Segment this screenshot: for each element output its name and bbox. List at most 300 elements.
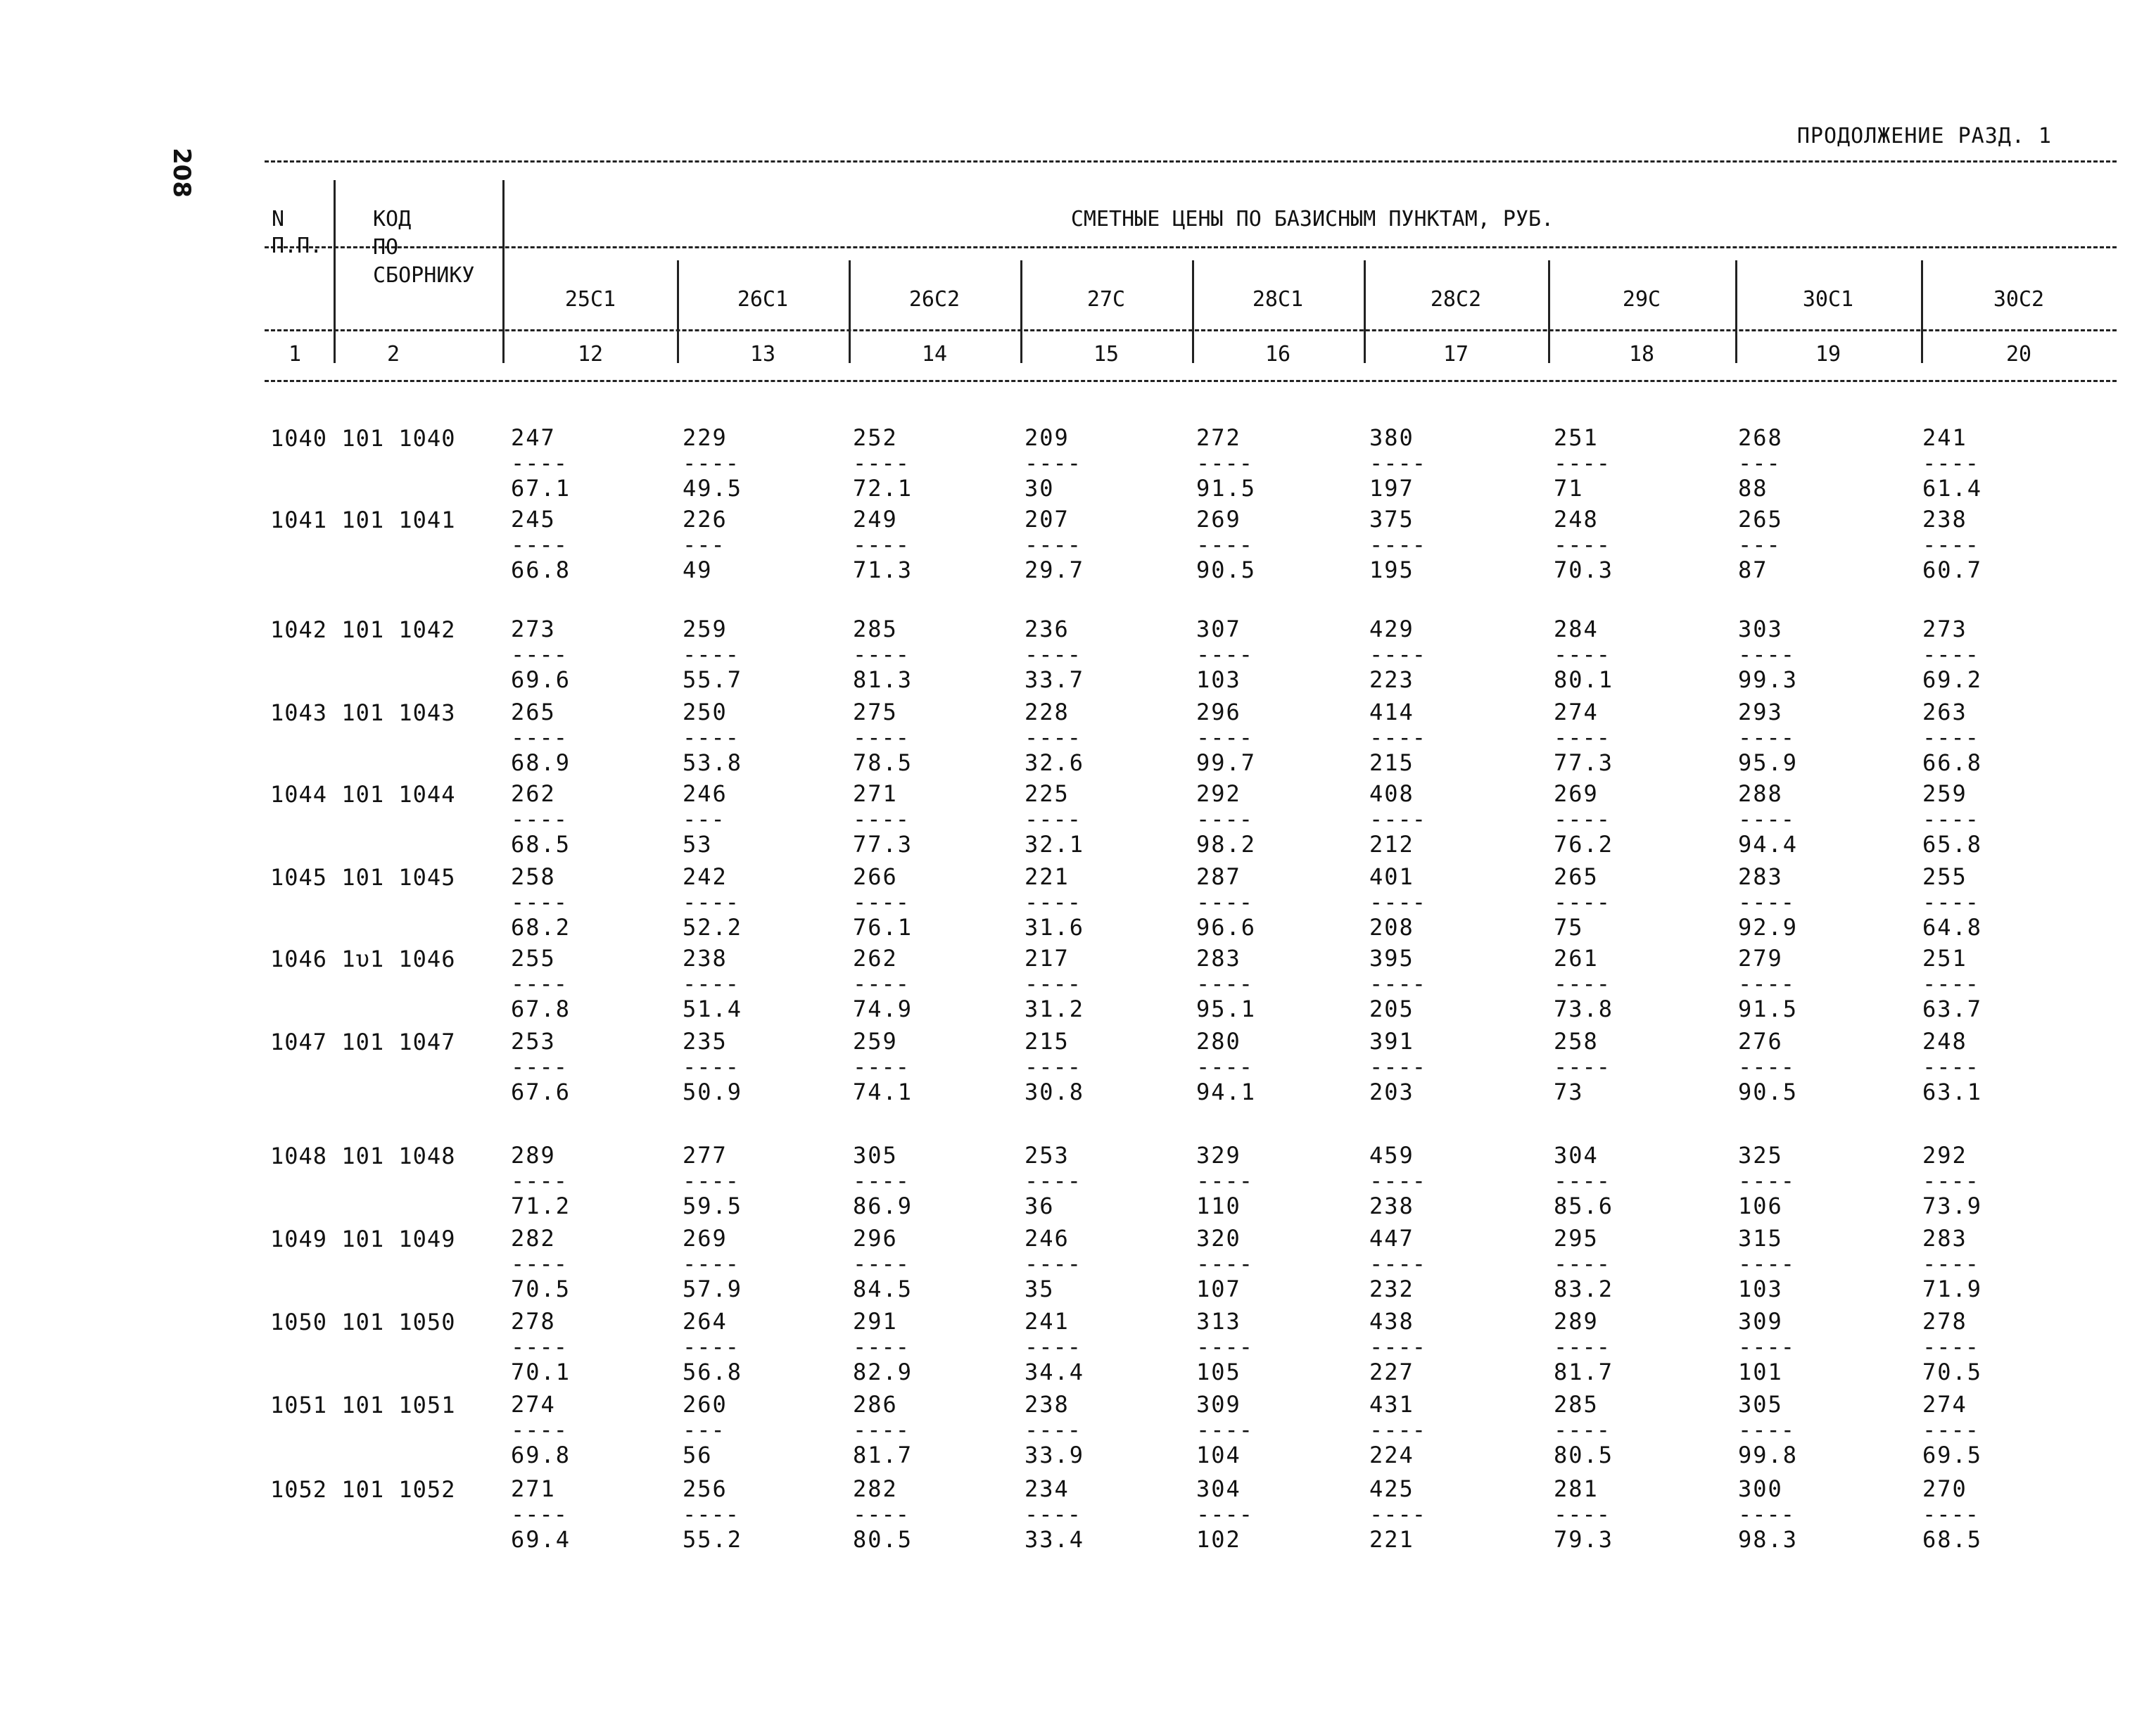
cell-value: 269 (683, 1225, 728, 1252)
cell-value: 315 (1738, 1225, 1783, 1252)
cell-value: 72.1 (853, 475, 913, 502)
fraction-bar: ---- (853, 1053, 911, 1080)
cell-value: 248 (1554, 506, 1599, 533)
table-cell (1554, 699, 1613, 775)
fraction-bar: ---- (1369, 724, 1427, 751)
fraction-bar: ---- (853, 1333, 911, 1360)
header-colnum-20: 20 (2005, 342, 2032, 367)
cell-value: 68.5 (1922, 1526, 1983, 1553)
cell-value: 69.4 (511, 1526, 571, 1553)
cell-value: 90.5 (1738, 1079, 1799, 1105)
fraction-bar: ---- (1738, 970, 1796, 997)
fraction-bar: ---- (1922, 450, 1980, 476)
table-cell (511, 699, 571, 775)
fraction-bar: ---- (1554, 970, 1611, 997)
row-label-1050: 1050 101 1050 (270, 1309, 456, 1335)
cell-value: 65.8 (1922, 831, 1983, 858)
header-divider-n (334, 180, 336, 363)
fraction-bar: ---- (1554, 450, 1611, 476)
table-cell (1369, 1029, 1426, 1105)
fraction-bar: ---- (1196, 531, 1254, 558)
cell-value: 92.9 (1738, 914, 1799, 941)
fraction-bar: ---- (853, 1250, 911, 1277)
cell-value: 35 (1025, 1276, 1055, 1302)
table-cell (1196, 699, 1256, 775)
cell-value: 238 (1922, 506, 1967, 533)
row-label-1040: 1040 101 1040 (270, 425, 456, 452)
table-cell (511, 1476, 571, 1552)
fraction-bar: ---- (683, 450, 740, 476)
cell-value: 68.5 (511, 831, 571, 858)
row-label-1044: 1044 101 1044 (270, 781, 456, 808)
table-cell (1369, 781, 1426, 857)
cell-value: 270 (1922, 1475, 1967, 1502)
header-colnum-15: 15 (1093, 342, 1120, 367)
table-cell (683, 699, 742, 775)
fraction-bar: ---- (1738, 1053, 1796, 1080)
row-label-1047: 1047 101 1047 (270, 1029, 456, 1055)
cell-value: 226 (683, 506, 728, 533)
cell-value: 408 (1369, 780, 1414, 807)
table-cell (1738, 1392, 1798, 1468)
fraction-bar: ---- (1554, 1053, 1611, 1080)
cell-value: 56 (683, 1442, 713, 1468)
fraction-bar: ---- (853, 1416, 911, 1443)
row-label-1046: 1046 1υ1 1046 (270, 946, 456, 972)
cell-value: 224 (1369, 1442, 1414, 1468)
cell-value: 313 (1196, 1308, 1241, 1335)
fraction-bar: ---- (1196, 806, 1254, 832)
cell-value: 286 (853, 1391, 898, 1418)
cell-value: 99.8 (1738, 1442, 1799, 1468)
table-cell (1025, 864, 1084, 940)
cell-value: 309 (1738, 1308, 1783, 1335)
fraction-bar: --- (1738, 531, 1781, 558)
cell-value: 295 (1554, 1225, 1599, 1252)
fraction-bar: ---- (511, 1250, 569, 1277)
cell-value: 208 (1369, 914, 1414, 941)
table-cell (1025, 1226, 1082, 1302)
cell-value: 68.2 (511, 914, 571, 941)
cell-value: 253 (511, 1028, 556, 1055)
cell-value: 30 (1025, 475, 1055, 502)
cell-value: 391 (1369, 1028, 1414, 1055)
cell-value: 255 (511, 945, 556, 972)
fraction-bar: ---- (1369, 1501, 1427, 1527)
fraction-bar: ---- (1554, 531, 1611, 558)
header-colnum-2: 2 (387, 342, 400, 367)
table-cell (1554, 1309, 1613, 1385)
header-col-27С: 27С (1086, 287, 1126, 312)
table-cell (511, 781, 571, 857)
fraction-bar: ---- (1369, 889, 1427, 915)
header-col-26С2: 26С2 (908, 287, 960, 312)
cell-value: 258 (1554, 1028, 1599, 1055)
cell-value: 71 (1554, 475, 1584, 502)
cell-value: 277 (683, 1142, 728, 1169)
cell-value: 238 (683, 945, 728, 972)
fraction-bar: ---- (1196, 1501, 1254, 1527)
table-cell (1922, 425, 1982, 501)
table-cell (853, 507, 913, 583)
fraction-bar: ---- (1738, 1501, 1796, 1527)
table-cell (853, 864, 913, 940)
fraction-bar: --- (683, 806, 725, 832)
table-cell (1196, 425, 1256, 501)
cell-value: 67.8 (511, 996, 571, 1022)
cell-value: 33.9 (1025, 1442, 1085, 1468)
cell-value: 30.8 (1025, 1079, 1085, 1105)
table-cell (853, 699, 913, 775)
header-colnum-13: 13 (749, 342, 776, 367)
fraction-bar: ---- (1554, 1501, 1611, 1527)
cell-value: 309 (1196, 1391, 1241, 1418)
cell-value: 73.8 (1554, 996, 1614, 1022)
cell-value: 56.8 (683, 1359, 743, 1385)
fraction-bar: ---- (1922, 889, 1980, 915)
cell-value: 77.3 (853, 831, 913, 858)
cell-value: 288 (1738, 780, 1783, 807)
table-cell (511, 1143, 571, 1219)
fraction-bar: ---- (1922, 970, 1980, 997)
table-cell (1196, 781, 1256, 857)
cell-value: 329 (1196, 1142, 1241, 1169)
cell-value: 69.8 (511, 1442, 571, 1468)
cell-value: 215 (1369, 749, 1414, 776)
cell-value: 107 (1196, 1276, 1241, 1302)
cell-value: 268 (1738, 424, 1783, 451)
table-cell (683, 1143, 742, 1219)
table-cell (1369, 1226, 1426, 1302)
cell-value: 285 (853, 616, 898, 642)
cell-value: 238 (1025, 1391, 1070, 1418)
cell-value: 91.5 (1738, 996, 1799, 1022)
fraction-bar: ---- (1025, 806, 1082, 832)
cell-value: 70.1 (511, 1359, 571, 1385)
cell-value: 104 (1196, 1442, 1241, 1468)
fraction-bar: ---- (1738, 724, 1796, 751)
table-cell (1554, 616, 1613, 692)
cell-value: 262 (853, 945, 898, 972)
cell-value: 99.7 (1196, 749, 1257, 776)
table-cell (853, 1226, 913, 1302)
cell-value: 195 (1369, 557, 1414, 583)
cell-value: 215 (1025, 1028, 1070, 1055)
fraction-bar: ---- (1554, 889, 1611, 915)
table-cell (1922, 1392, 1982, 1468)
fraction-bar: ---- (683, 889, 740, 915)
cell-value: 76.1 (853, 914, 913, 941)
fraction-bar: ---- (1738, 641, 1796, 668)
cell-value: 300 (1738, 1475, 1783, 1502)
fraction-bar: ---- (683, 970, 740, 997)
table-cell (683, 425, 742, 501)
cell-value: 33.4 (1025, 1526, 1085, 1553)
table-cell (683, 507, 728, 583)
fraction-bar: --- (683, 1416, 725, 1443)
fraction-bar: ---- (1025, 1501, 1082, 1527)
fraction-bar: ---- (1025, 450, 1082, 476)
table-cell (1922, 1029, 1982, 1105)
cell-value: 238 (1369, 1193, 1414, 1219)
fraction-bar: --- (683, 531, 725, 558)
cell-value: 278 (1922, 1308, 1967, 1335)
cell-value: 232 (1369, 1276, 1414, 1302)
table-cell (1196, 864, 1256, 940)
table-cell (1922, 1309, 1982, 1385)
cell-value: 227 (1369, 1359, 1414, 1385)
cell-value: 101 (1738, 1359, 1783, 1385)
fraction-bar: ---- (1025, 531, 1082, 558)
fraction-bar: ---- (683, 1250, 740, 1277)
fraction-bar: ---- (853, 450, 911, 476)
cell-value: 73 (1554, 1079, 1584, 1105)
cell-value: 66.8 (511, 557, 571, 583)
table-cell (1738, 946, 1798, 1022)
table-rule-3 (265, 329, 2117, 331)
table-cell (1369, 1309, 1426, 1385)
fraction-bar: ---- (1554, 641, 1611, 668)
cell-value: 252 (853, 424, 898, 451)
cell-value: 269 (1196, 506, 1241, 533)
table-cell (1738, 1029, 1798, 1105)
table-rule-4 (265, 380, 2117, 382)
cell-value: 66.8 (1922, 749, 1983, 776)
header-colnum-12: 12 (577, 342, 604, 367)
table-cell (1196, 1309, 1253, 1385)
fraction-bar: ---- (511, 1053, 569, 1080)
cell-value: 401 (1369, 863, 1414, 890)
table-cell (1196, 946, 1256, 1022)
fraction-bar: ---- (853, 641, 911, 668)
cell-value: 447 (1369, 1225, 1414, 1252)
fraction-bar: ---- (1025, 1053, 1082, 1080)
table-cell (853, 1143, 913, 1219)
header-col-25С1: 25С1 (564, 287, 616, 312)
cell-value: 71.3 (853, 557, 913, 583)
cell-value: 75 (1554, 914, 1584, 941)
table-cell (1369, 1143, 1426, 1219)
cell-value: 234 (1025, 1475, 1070, 1502)
cell-value: 242 (683, 863, 728, 890)
cell-value: 110 (1196, 1193, 1241, 1219)
cell-value: 285 (1554, 1391, 1599, 1418)
cell-value: 71.9 (1922, 1276, 1983, 1302)
cell-value: 235 (683, 1028, 728, 1055)
fraction-bar: ---- (853, 1167, 911, 1194)
table-cell (511, 507, 571, 583)
fraction-bar: ---- (853, 889, 911, 915)
cell-value: 431 (1369, 1391, 1414, 1418)
cell-value: 69.6 (511, 666, 571, 693)
row-label-1043: 1043 101 1043 (270, 699, 456, 726)
cell-value: 69.2 (1922, 666, 1983, 693)
fraction-bar: ---- (683, 641, 740, 668)
cell-value: 260 (683, 1391, 728, 1418)
fraction-bar: ---- (1922, 724, 1980, 751)
cell-value: 105 (1196, 1359, 1241, 1385)
header-divider-code (502, 180, 505, 363)
cell-value: 29.7 (1025, 557, 1085, 583)
fraction-bar: ---- (1369, 806, 1427, 832)
table-cell (1738, 1143, 1795, 1219)
table-cell (1196, 1143, 1253, 1219)
header-col-29С: 29С (1622, 287, 1661, 312)
cell-value: 246 (1025, 1225, 1070, 1252)
cell-value: 255 (1922, 863, 1967, 890)
cell-value: 375 (1369, 506, 1414, 533)
cell-value: 287 (1196, 863, 1241, 890)
continuation-label: ПРОДОЛЖЕНИЕ РАЗД. 1 (1796, 124, 2052, 148)
cell-value: 245 (511, 506, 556, 533)
table-cell (1369, 864, 1426, 940)
cell-value: 253 (1025, 1142, 1070, 1169)
table-cell (1738, 1309, 1795, 1385)
cell-value: 82.9 (853, 1359, 913, 1385)
fraction-bar: ---- (1554, 1416, 1611, 1443)
table-cell (1554, 946, 1613, 1022)
cell-value: 34.4 (1025, 1359, 1085, 1385)
cell-value: 274 (511, 1391, 556, 1418)
cell-value: 283 (1922, 1225, 1967, 1252)
cell-value: 276 (1738, 1028, 1783, 1055)
cell-value: 91.5 (1196, 475, 1257, 502)
cell-value: 94.1 (1196, 1079, 1257, 1105)
fraction-bar: ---- (1025, 641, 1082, 668)
cell-value: 236 (1025, 616, 1070, 642)
cell-value: 73.9 (1922, 1193, 1983, 1219)
table-cell (1025, 1143, 1082, 1219)
fraction-bar: ---- (511, 450, 569, 476)
row-label-1045: 1045 101 1045 (270, 864, 456, 891)
fraction-bar: ---- (511, 1416, 569, 1443)
header-col-30С2: 30С2 (1993, 287, 2045, 312)
fraction-bar: ---- (1025, 970, 1082, 997)
cell-value: 63.7 (1922, 996, 1983, 1022)
table-cell (1738, 864, 1798, 940)
row-label-1048: 1048 101 1048 (270, 1143, 456, 1169)
table-cell (1196, 507, 1256, 583)
fraction-bar: ---- (1554, 1250, 1611, 1277)
fraction-bar: ---- (511, 531, 569, 558)
header-colnum-14: 14 (921, 342, 948, 367)
table-cell (1025, 1029, 1084, 1105)
fraction-bar: ---- (511, 806, 569, 832)
row-label-1052: 1052 101 1052 (270, 1476, 456, 1503)
cell-value: 278 (511, 1308, 556, 1335)
cell-value: 303 (1738, 616, 1783, 642)
table-cell (853, 946, 913, 1022)
fraction-bar: ---- (1369, 641, 1427, 668)
cell-value: 259 (853, 1028, 898, 1055)
cell-value: 261 (1554, 945, 1599, 972)
header-col-28С1: 28С1 (1252, 287, 1304, 312)
fraction-bar: ---- (511, 641, 569, 668)
cell-value: 274 (1554, 699, 1599, 725)
fraction-bar: ---- (1025, 889, 1082, 915)
cell-value: 262 (511, 780, 556, 807)
header-colnum-19: 19 (1815, 342, 1841, 367)
cell-value: 70.5 (511, 1276, 571, 1302)
cell-value: 271 (853, 780, 898, 807)
cell-value: 55.2 (683, 1526, 743, 1553)
fraction-bar: ---- (1922, 1333, 1980, 1360)
table-cell (1025, 507, 1084, 583)
fraction-bar: ---- (1554, 724, 1611, 751)
cell-value: 223 (1369, 666, 1414, 693)
table-cell (853, 1029, 913, 1105)
fraction-bar: ---- (1196, 1053, 1254, 1080)
cell-value: 250 (683, 699, 728, 725)
cell-value: 271 (511, 1475, 556, 1502)
table-cell (1196, 1029, 1256, 1105)
cell-value: 197 (1369, 475, 1414, 502)
cell-value: 289 (511, 1142, 556, 1169)
table-cell (1922, 864, 1982, 940)
cell-value: 70.5 (1922, 1359, 1983, 1385)
fraction-bar: ---- (511, 970, 569, 997)
table-cell (1738, 616, 1798, 692)
fraction-bar: ---- (1922, 1501, 1980, 1527)
header-col-30С1: 30С1 (1802, 287, 1854, 312)
cell-value: 67.1 (511, 475, 571, 502)
cell-value: 76.2 (1554, 831, 1614, 858)
table-cell (1025, 946, 1084, 1022)
fraction-bar: ---- (853, 724, 911, 751)
fraction-bar: ---- (1369, 1333, 1427, 1360)
cell-value: 283 (1738, 863, 1783, 890)
fraction-bar: ---- (1196, 889, 1254, 915)
cell-value: 280 (1196, 1028, 1241, 1055)
cell-value: 241 (1025, 1308, 1070, 1335)
table-cell (1025, 781, 1084, 857)
fraction-bar: ---- (1196, 1416, 1254, 1443)
cell-value: 256 (683, 1475, 728, 1502)
fraction-bar: ---- (1369, 1167, 1427, 1194)
fraction-bar: ---- (1922, 1250, 1980, 1277)
table-cell (1738, 1226, 1795, 1302)
cell-value: 71.2 (511, 1193, 571, 1219)
header-col-26С1: 26С1 (737, 287, 789, 312)
cell-value: 77.3 (1554, 749, 1614, 776)
fraction-bar: ---- (511, 1333, 569, 1360)
cell-value: 258 (511, 863, 556, 890)
table-cell (1196, 1476, 1253, 1552)
fraction-bar: ---- (1369, 531, 1427, 558)
cell-value: 32.1 (1025, 831, 1085, 858)
fraction-bar: ---- (1196, 1333, 1254, 1360)
fraction-bar: ---- (1738, 1416, 1796, 1443)
fraction-bar: ---- (511, 724, 569, 751)
fraction-bar: ---- (1025, 724, 1082, 751)
cell-value: 225 (1025, 780, 1070, 807)
fraction-bar: ---- (1738, 889, 1796, 915)
cell-value: 80.5 (853, 1526, 913, 1553)
table-cell (1025, 1392, 1084, 1468)
fraction-bar: ---- (1025, 1416, 1082, 1443)
table-cell (853, 1476, 913, 1552)
fraction-bar: ---- (1922, 1167, 1980, 1194)
fraction-bar: ---- (1554, 1333, 1611, 1360)
table-cell (1554, 507, 1613, 583)
fraction-bar: ---- (1738, 1333, 1796, 1360)
cell-value: 88 (1738, 475, 1768, 502)
cell-value: 64.8 (1922, 914, 1983, 941)
table-cell (683, 616, 742, 692)
table-cell (1922, 507, 1982, 583)
cell-value: 425 (1369, 1475, 1414, 1502)
cell-value: 284 (1554, 616, 1599, 642)
